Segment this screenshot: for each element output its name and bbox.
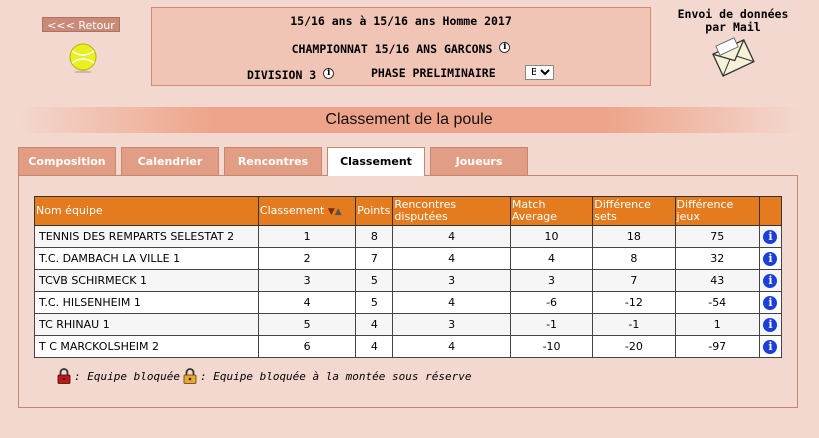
cell-rank: 4 — [258, 292, 355, 314]
table-row — [35, 226, 782, 248]
cell-rank: 5 — [258, 314, 355, 336]
mail-label-line1: Envoi de données — [677, 7, 789, 21]
cell-diff-jeux: 32 — [675, 248, 759, 270]
cell-points: 4 — [356, 314, 393, 336]
division-line — [247, 68, 334, 82]
tab-calendrier[interactable]: Calendrier — [121, 147, 219, 175]
table-row — [35, 248, 782, 270]
team-info-icon[interactable]: i — [763, 318, 777, 332]
cell-points: 7 — [356, 248, 393, 270]
cell-team-name: T C MARCKOLSHEIM 2 — [35, 336, 259, 358]
cell-matches: 4 — [393, 226, 510, 248]
team-info-icon[interactable]: i — [763, 230, 777, 244]
table-row — [35, 314, 782, 336]
team-info-icon[interactable]: i — [763, 252, 777, 266]
table-header-row — [35, 197, 782, 226]
cell-matches: 3 — [393, 270, 510, 292]
retour-button[interactable]: <<< Retour — [42, 17, 120, 32]
cell-diff-sets: -20 — [593, 336, 675, 358]
phase-select[interactable] — [525, 65, 554, 80]
cell-match-average: 4 — [510, 248, 592, 270]
cell-points: 5 — [356, 292, 393, 314]
cell-points: 4 — [356, 336, 393, 358]
competition-info-box — [151, 7, 651, 86]
cell-rank: 6 — [258, 336, 355, 358]
cell-match-average: 3 — [510, 270, 592, 292]
tennis-ball-icon — [68, 43, 98, 73]
cell-team-name: T.C. HILSENHEIM 1 — [35, 292, 259, 314]
col-classement-label: Classement — [259, 203, 325, 217]
tab-joueurs[interactable]: Joueurs — [430, 147, 528, 175]
cell-info — [759, 226, 781, 248]
cell-team-name: T.C. DAMBACH LA VILLE 1 — [35, 248, 259, 270]
col-nom-equipe: Nom équipe — [35, 197, 259, 226]
cell-diff-jeux: 75 — [675, 226, 759, 248]
cell-rank: 3 — [258, 270, 355, 292]
cell-points: 5 — [356, 270, 393, 292]
cell-rank: 1 — [258, 226, 355, 248]
cell-diff-jeux: 43 — [675, 270, 759, 292]
mail-label-line2: par Mail — [705, 20, 761, 34]
cell-match-average: -6 — [510, 292, 592, 314]
table-row — [35, 336, 782, 358]
cell-diff-sets: 7 — [593, 270, 675, 292]
cell-info — [759, 314, 781, 336]
col-match-average: Match Average — [510, 197, 592, 226]
championship-info-icon[interactable]: i — [499, 42, 510, 53]
cell-match-average: 10 — [510, 226, 592, 248]
cell-rank: 2 — [258, 248, 355, 270]
col-points: Points — [356, 197, 393, 226]
sort-arrows-icon[interactable]: ▼▲ — [327, 206, 342, 217]
division-label: DIVISION 3 — [247, 68, 317, 82]
envelope-icon[interactable] — [710, 36, 756, 78]
mail-export[interactable] — [673, 8, 793, 78]
cell-matches: 4 — [393, 248, 510, 270]
championship-line — [152, 42, 650, 56]
cell-diff-jeux: -97 — [675, 336, 759, 358]
cell-info — [759, 270, 781, 292]
cell-info — [759, 248, 781, 270]
cell-matches: 3 — [393, 314, 510, 336]
cell-diff-sets: -12 — [593, 292, 675, 314]
cell-match-average: -10 — [510, 336, 592, 358]
tab-rencontres[interactable]: Rencontres — [224, 147, 322, 175]
tab-composition[interactable]: Composition — [18, 147, 116, 175]
phase-label: PHASE PRELIMINAIRE — [371, 66, 496, 80]
cell-info — [759, 292, 781, 314]
cell-team-name: TCVB SCHIRMECK 1 — [35, 270, 259, 292]
cell-diff-sets: 8 — [593, 248, 675, 270]
table-row — [35, 270, 782, 292]
team-info-icon[interactable]: i — [763, 340, 777, 354]
legend-blocked: : Equipe bloquée — [74, 369, 180, 383]
cell-points: 8 — [356, 226, 393, 248]
page-title: Classement de la poule — [16, 107, 802, 133]
col-info — [759, 197, 781, 226]
col-diff-jeux: Différence jeux — [675, 197, 759, 226]
division-info-icon[interactable]: i — [323, 68, 334, 79]
table-row — [35, 292, 782, 314]
category-line: 15/16 ans à 15/16 ans Homme 2017 — [290, 14, 512, 28]
orange-lock-icon — [183, 368, 197, 384]
championship-label: CHAMPIONNAT 15/16 ANS GARCONS — [291, 42, 493, 56]
team-info-icon[interactable]: i — [763, 296, 777, 310]
cell-matches: 4 — [393, 336, 510, 358]
tab-classement[interactable]: Classement — [327, 147, 425, 176]
col-diff-sets: Différence sets — [593, 197, 675, 226]
cell-team-name: TENNIS DES REMPARTS SELESTAT 2 — [35, 226, 259, 248]
cell-diff-jeux: -54 — [675, 292, 759, 314]
standings-table — [34, 196, 782, 358]
col-rencontres: Rencontres disputées — [393, 197, 510, 226]
cell-match-average: -1 — [510, 314, 592, 336]
cell-team-name: TC RHINAU 1 — [35, 314, 259, 336]
col-classement[interactable] — [258, 197, 355, 226]
cell-diff-sets: 18 — [593, 226, 675, 248]
cell-diff-sets: -1 — [593, 314, 675, 336]
cell-matches: 4 — [393, 292, 510, 314]
cell-diff-jeux: 1 — [675, 314, 759, 336]
team-info-icon[interactable]: i — [763, 274, 777, 288]
legend — [54, 368, 472, 384]
red-lock-icon — [57, 368, 71, 384]
legend-blocked-reserve: : Equipe bloquée à la montée sous réserve — [199, 369, 472, 383]
cell-info — [759, 336, 781, 358]
